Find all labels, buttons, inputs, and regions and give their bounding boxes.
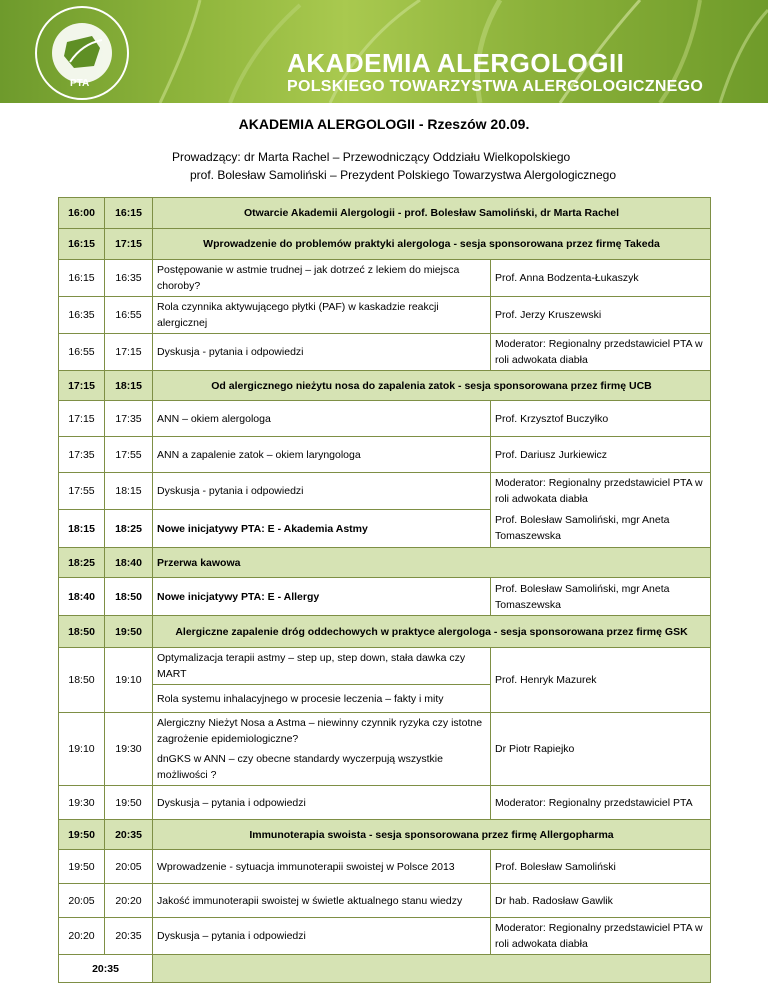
table-row — [59, 884, 711, 918]
start-time: 16:00 — [59, 198, 105, 229]
table-row — [59, 918, 711, 955]
break-title: Przerwa kawowa — [153, 548, 711, 578]
talk-title: Dyskusja – pytania i odpowiedzi — [153, 786, 491, 820]
start-time: 17:15 — [59, 401, 105, 437]
end-time: 16:55 — [105, 297, 153, 334]
speaker: Moderator: Regionalny przedstawiciel PTA w roli adwokata diabła — [491, 473, 711, 510]
table-row — [59, 371, 711, 401]
speaker: Moderator: Regionalny przedstawiciel PTA — [491, 786, 711, 820]
talk-title: dnGKS w ANN – czy obecne standardy wyczerpują wszystkie możliwości ? — [153, 749, 491, 786]
start-time: 18:50 — [59, 616, 105, 648]
end-time: 18:40 — [105, 548, 153, 578]
table-row — [59, 401, 711, 437]
talk-title: Optymalizacja terapii astmy – step up, step down, stała dawka czy MART — [153, 648, 491, 685]
start-time: 19:50 — [59, 850, 105, 884]
start-time: 18:50 — [59, 648, 105, 713]
speaker: Prof. Dariusz Jurkiewicz — [491, 437, 711, 473]
speaker: Prof. Anna Bodzenta-Łukaszyk — [491, 260, 711, 297]
table-row — [59, 648, 711, 685]
table-row — [59, 229, 711, 260]
start-time: 20:05 — [59, 884, 105, 918]
end-time: 17:15 — [105, 334, 153, 371]
end-time: 19:10 — [105, 648, 153, 713]
speaker: Dr hab. Radosław Gawlik — [491, 884, 711, 918]
session-title: Immunoterapia swoista - sesja sponsorowana przez firmę Allergopharma — [153, 820, 711, 850]
start-time: 16:15 — [59, 260, 105, 297]
end-time: 17:35 — [105, 401, 153, 437]
table-row — [59, 616, 711, 648]
start-time: 19:30 — [59, 786, 105, 820]
talk-title: Dyskusja – pytania i odpowiedzi — [153, 918, 491, 955]
hosts-line-1: Prowadzący: dr Marta Rachel – Przewodniczący Oddziału Wielkopolskiego — [172, 150, 571, 164]
end-time: 19:30 — [105, 713, 153, 786]
table-row — [59, 334, 711, 371]
talk-title: Rola systemu inhalacyjnego w procesie leczenia – fakty i mity — [153, 685, 491, 713]
speaker: Moderator: Regionalny przedstawiciel PTA w roli adwokata diabła — [491, 918, 711, 955]
talk-title: Nowe inicjatywy PTA: E - Allergy — [153, 578, 491, 616]
talk-title: Alergiczny Nieżyt Nosa a Astma – niewinny czynnik ryzyka czy istotne zagrożenie epidemiologiczne? — [153, 713, 491, 750]
start-time: 18:40 — [59, 578, 105, 616]
speaker: Prof. Bolesław Samoliński — [491, 850, 711, 884]
talk-title: Postępowanie w astmie trudnej – jak dotrzeć z lekiem do miejsca choroby? — [153, 260, 491, 297]
table-row — [59, 786, 711, 820]
end-time: 17:15 — [105, 229, 153, 260]
table-row — [59, 473, 711, 510]
talk-title: ANN – okiem alergologa — [153, 401, 491, 437]
program-table — [58, 197, 711, 983]
table-row — [59, 713, 711, 750]
end-time: 19:50 — [105, 786, 153, 820]
talk-title: Rola czynnika aktywującego płytki (PAF) w kaskadzie reakcji alergicznej — [153, 297, 491, 334]
session-title: Wprowadzenie do problemów praktyki alergologa - sesja sponsorowana przez firmę Takeda — [153, 229, 711, 260]
table-row — [59, 548, 711, 578]
start-time: 17:35 — [59, 437, 105, 473]
speaker: Prof. Jerzy Kruszewski — [491, 297, 711, 334]
end-time: 18:15 — [105, 371, 153, 401]
start-time: 16:15 — [59, 229, 105, 260]
talk-title: Wprowadzenie - sytuacja immunoterapii swoistej w Polsce 2013 — [153, 850, 491, 884]
end-time: 17:55 — [105, 437, 153, 473]
end-time: 20:05 — [105, 850, 153, 884]
speaker: Prof. Bolesław Samoliński, mgr Aneta Tomaszewska — [491, 578, 711, 616]
session-title: Alergiczne zapalenie dróg oddechowych w praktyce alergologa - sesja sponsorowana przez firmę GSK — [153, 616, 711, 648]
speaker: Dr Piotr Rapiejko — [491, 713, 711, 786]
speaker: Prof. Henryk Mazurek — [491, 648, 711, 713]
table-row — [59, 510, 711, 548]
table-row — [59, 260, 711, 297]
talk-title: Nowe inicjatywy PTA: E - Akademia Astmy — [153, 510, 491, 548]
table-row — [59, 820, 711, 850]
start-time: 17:15 — [59, 371, 105, 401]
start-time: 17:55 — [59, 473, 105, 510]
speaker: Moderator: Regionalny przedstawiciel PTA w roli adwokata diabła — [491, 334, 711, 371]
banner-subtitle: POLSKIEGO TOWARZYSTWA ALERGOLOGICZNEGO — [287, 78, 704, 95]
start-time: 20:20 — [59, 918, 105, 955]
table-row — [59, 850, 711, 884]
closing-cell — [153, 955, 711, 983]
end-time: 20:35 — [59, 955, 153, 983]
end-time: 19:50 — [105, 616, 153, 648]
header-banner — [0, 0, 768, 103]
start-time: 18:15 — [59, 510, 105, 548]
table-row — [59, 198, 711, 229]
start-time: 19:50 — [59, 820, 105, 850]
end-time: 20:20 — [105, 884, 153, 918]
end-time: 20:35 — [105, 820, 153, 850]
start-time: 16:35 — [59, 297, 105, 334]
end-time: 18:15 — [105, 473, 153, 510]
table-row — [59, 297, 711, 334]
end-time: 16:35 — [105, 260, 153, 297]
banner-title: AKADEMIA ALERGOLOGII — [287, 48, 625, 78]
start-time: 18:25 — [59, 548, 105, 578]
start-time: 19:10 — [59, 713, 105, 786]
talk-title: Dyskusja - pytania i odpowiedzi — [153, 334, 491, 371]
hosts-line-2: prof. Bolesław Samoliński – Prezydent Polskiego Towarzystwa Alergologicznego — [190, 168, 616, 182]
session-title: Otwarcie Akademii Alergologii - prof. Bolesław Samoliński, dr Marta Rachel — [153, 198, 711, 229]
table-row — [59, 437, 711, 473]
speaker: Prof. Krzysztof Buczyłko — [491, 401, 711, 437]
session-title: Od alergicznego nieżytu nosa do zapalenia zatok - sesja sponsorowana przez firmę UCB — [153, 371, 711, 401]
talk-title: Dyskusja - pytania i odpowiedzi — [153, 473, 491, 510]
table-row — [59, 955, 711, 983]
end-time: 16:15 — [105, 198, 153, 229]
end-time: 20:35 — [105, 918, 153, 955]
start-time: 16:55 — [59, 334, 105, 371]
end-time: 18:50 — [105, 578, 153, 616]
logo-pta-label: PTA — [70, 78, 90, 89]
table-row — [59, 578, 711, 616]
end-time: 18:25 — [105, 510, 153, 548]
event-title: AKADEMIA ALERGOLOGII - Rzeszów 20.09. — [238, 116, 530, 132]
talk-title: Jakość immunoterapii swoistej w świetle aktualnego stanu wiedzy — [153, 884, 491, 918]
speaker: Prof. Bolesław Samoliński, mgr Aneta Tomaszewska — [491, 510, 711, 548]
talk-title: ANN a zapalenie zatok – okiem laryngologa — [153, 437, 491, 473]
